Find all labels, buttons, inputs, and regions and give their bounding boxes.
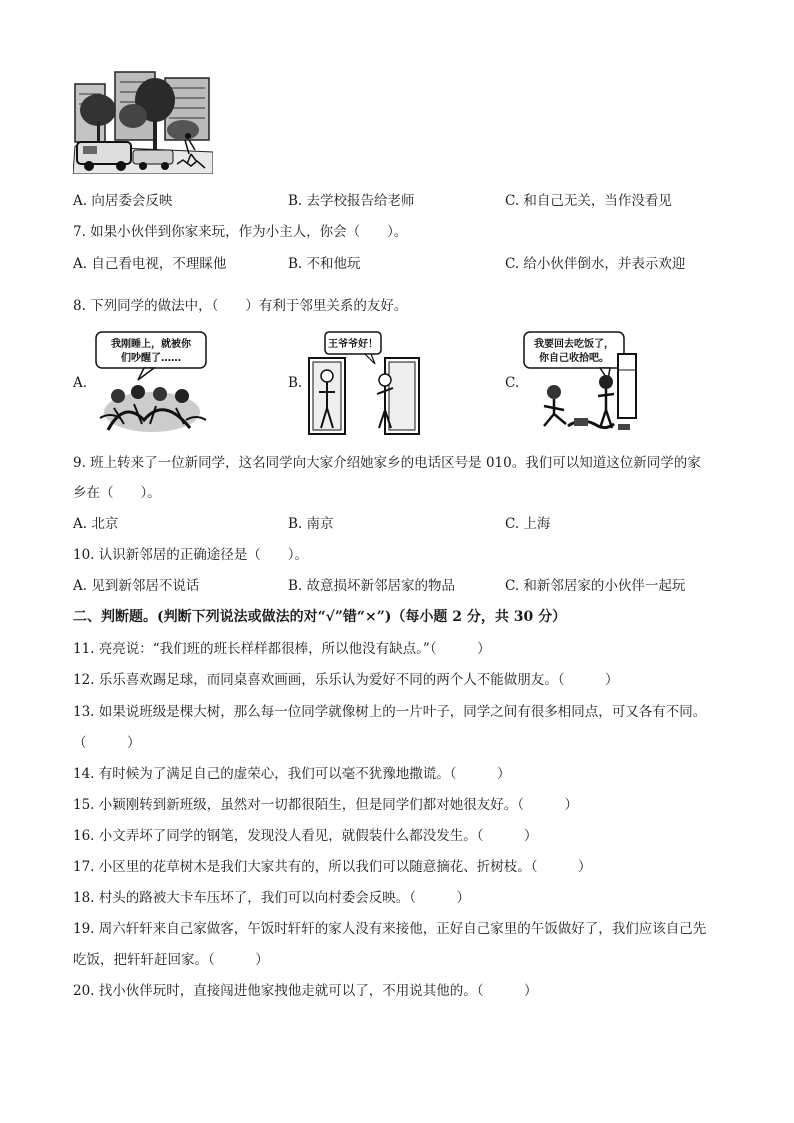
q8-c-bubble-line1: 我要回去吃饭了， [534,339,614,350]
q10-option-c[interactable]: C. 和新邻居家的小伙伴一起玩 [505,578,686,594]
q20[interactable]: 20. 找小伙伴玩时，直接闯进他家拽他走就可以了，不用说其他的。（ ） [73,983,538,999]
q7-stem: 7. 如果小伙伴到你家来玩，作为小主人，你会（ ）。 [73,224,408,240]
q8-option-a-label[interactable]: A. [73,375,88,391]
q19-line2[interactable]: 吃饭，把轩轩赶回家。（ ） [73,952,269,968]
q8-a-bubble-line1: 我刚睡上，就被你 [111,339,191,350]
q9-option-b[interactable]: B. 南京 [288,516,334,532]
q9-option-c[interactable]: C. 上海 [505,516,551,532]
q17[interactable]: 17. 小区里的花草树木是我们大家共有的，所以我们可以随意摘花、折树枝。（ ） [73,859,592,875]
q8-a-bubble-line2: 们吵醒了…… [121,353,181,364]
q9-stem-line2: 乡在（ ）。 [73,485,161,501]
q8-option-b-illustration [305,330,423,436]
q8-option-c-label[interactable]: C. [505,375,520,391]
q14[interactable]: 14. 有时候为了满足自己的虚荣心，我们可以毫不犹豫地撒谎。（ ） [73,766,511,782]
q16[interactable]: 16. 小文弄坏了同学的钢笔，发现没人看见，就假装什么都没发生。（ ） [73,828,538,844]
q8-c-bubble-line2: 你自己收拾吧。 [539,353,609,364]
q11[interactable]: 11. 亮亮说：“我们班的班长样样都很棒，所以他没有缺点。”（ ） [73,641,491,657]
section-2-title: 二、判断题。(判断下列说法或做法的对“√”错“×”)（每小题 2 分，共 30 分） [73,609,567,625]
q8-option-c-illustration [522,330,640,436]
q8-option-b-label[interactable]: B. [288,375,303,391]
q18[interactable]: 18. 村头的路被大卡车压坏了，我们可以向村委会反映。（ ） [73,890,471,906]
q6-option-c[interactable]: C. 和自己无关，当作没看见 [505,193,672,209]
q10-option-b[interactable]: B. 故意损坏新邻居家的物品 [288,578,456,594]
q7-option-c[interactable]: C. 给小伙伴倒水，并表示欢迎 [505,256,686,272]
q9-stem-line1: 9. 班上转来了一位新同学，这名同学向大家介绍她家乡的电话区号是 010。我们可以知道这位新同学的家 [73,455,701,471]
q13-line1[interactable]: 13. 如果说班级是棵大树，那么每一位同学就像树上的一片叶子，同学之间有很多相同点，可又各有不同。 [73,704,707,720]
q13-line2[interactable]: （ ） [73,735,141,751]
q6-street-illustration [73,70,213,174]
q10-option-a[interactable]: A. 见到新邻居不说话 [73,578,200,594]
q15[interactable]: 15. 小颖刚转到新班级，虽然对一切都很陌生，但是同学们都对她很友好。（ ） [73,797,579,813]
q8-stem: 8. 下列同学的做法中，（ ）有利于邻里关系的友好。 [73,298,408,314]
q8-b-bubble: 王爷爷好！ [328,339,378,350]
q10-stem: 10. 认识新邻居的正确途径是（ ）。 [73,547,309,563]
q8-option-a-illustration [94,330,212,436]
q9-option-a[interactable]: A. 北京 [73,516,119,532]
q6-option-a[interactable]: A. 向居委会反映 [73,193,173,209]
q19-line1[interactable]: 19. 周六轩轩来自己家做客，午饭时轩轩的家人没有来接他，正好自己家里的午饭做好了，我们应该自己先 [73,921,707,937]
q7-option-a[interactable]: A. 自己看电视，不理睬他 [73,256,227,272]
q6-option-b[interactable]: B. 去学校报告给老师 [288,193,415,209]
q12[interactable]: 12. 乐乐喜欢踢足球，而同桌喜欢画画，乐乐认为爱好不同的两个人不能做朋友。（ ） [73,672,619,688]
q7-option-b[interactable]: B. 不和他玩 [288,256,361,272]
